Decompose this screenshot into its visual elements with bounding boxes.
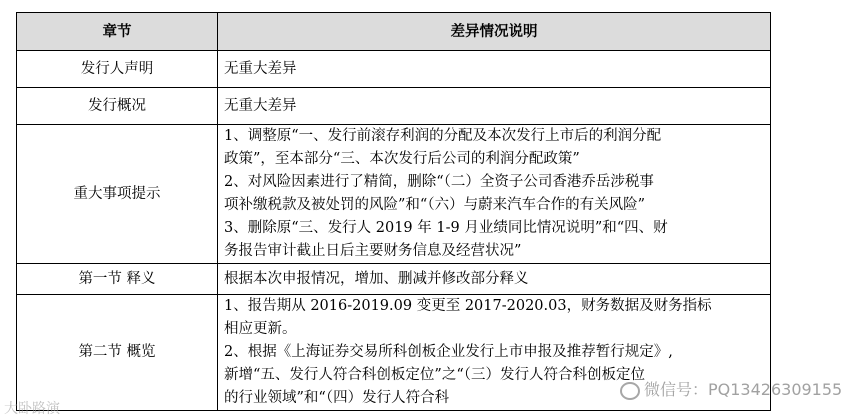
description-line: 无重大差异	[224, 97, 297, 114]
logo-watermark	[4, 398, 60, 418]
description-line: 务报告审计截止日后主要财务信息及经营状况”	[224, 243, 522, 259]
description-line: 项补缴税款及被处罚的风险”和“（六）与蔚来汽车合作的有关风险”	[224, 197, 645, 213]
watermark-text: 微信号：PQ13426309155	[644, 380, 842, 399]
header-section: 章节	[17, 13, 218, 51]
description-line: 政策”，至本部分“三、本次发行后公司的利润分配政策”	[224, 151, 580, 167]
table-header-row	[17, 13, 771, 51]
wechat-watermark	[620, 377, 842, 400]
row-description	[218, 125, 771, 264]
description-line: 1、报告期从 2016-2019.09 变更至 2017-2020.03，财务数据及财务指标	[224, 298, 712, 314]
row-section: 第二节 概览	[17, 295, 218, 411]
description-line: 3、删除原“三、发行人 2019 年 1-9 月业绩同比情况说明”和“四、财	[224, 220, 668, 236]
row-section: 重大事项提示	[17, 125, 218, 264]
row-section: 第一节 释义	[17, 264, 218, 295]
differences-table	[16, 12, 771, 411]
row-description	[218, 88, 771, 125]
row-description	[218, 264, 771, 295]
wechat-icon	[620, 382, 640, 400]
logo-text: 大卧路演	[4, 401, 60, 417]
description-line: 2、根据《上海证券交易所科创板企业发行上市申报及推荐暂行规定》,	[224, 344, 673, 360]
table-row	[17, 125, 771, 264]
header-description: 差异情况说明	[218, 13, 771, 51]
description-line: 根据本次申报情况，增加、删减并修改部分释义	[224, 270, 529, 287]
table-row	[17, 51, 771, 88]
row-section: 发行概况	[17, 88, 218, 125]
description-line: 无重大差异	[224, 60, 297, 77]
table-row	[17, 88, 771, 125]
description-line: 新增“五、发行人符合科创板定位”之“（三）发行人符合科创板定位	[224, 367, 645, 383]
row-section: 发行人声明	[17, 51, 218, 88]
description-line: 2、对风险因素进行了精简，删除“（二）全资子公司香港乔岳涉税事	[224, 174, 654, 190]
description-line: 1、调整原“一、发行前滚存利润的分配及本次发行上市后的利润分配	[224, 128, 662, 144]
description-line: 相应更新。	[224, 321, 297, 337]
table-row	[17, 264, 771, 295]
description-line: 的行业领域”和“（四）发行人符合科	[224, 390, 450, 406]
row-description	[218, 51, 771, 88]
